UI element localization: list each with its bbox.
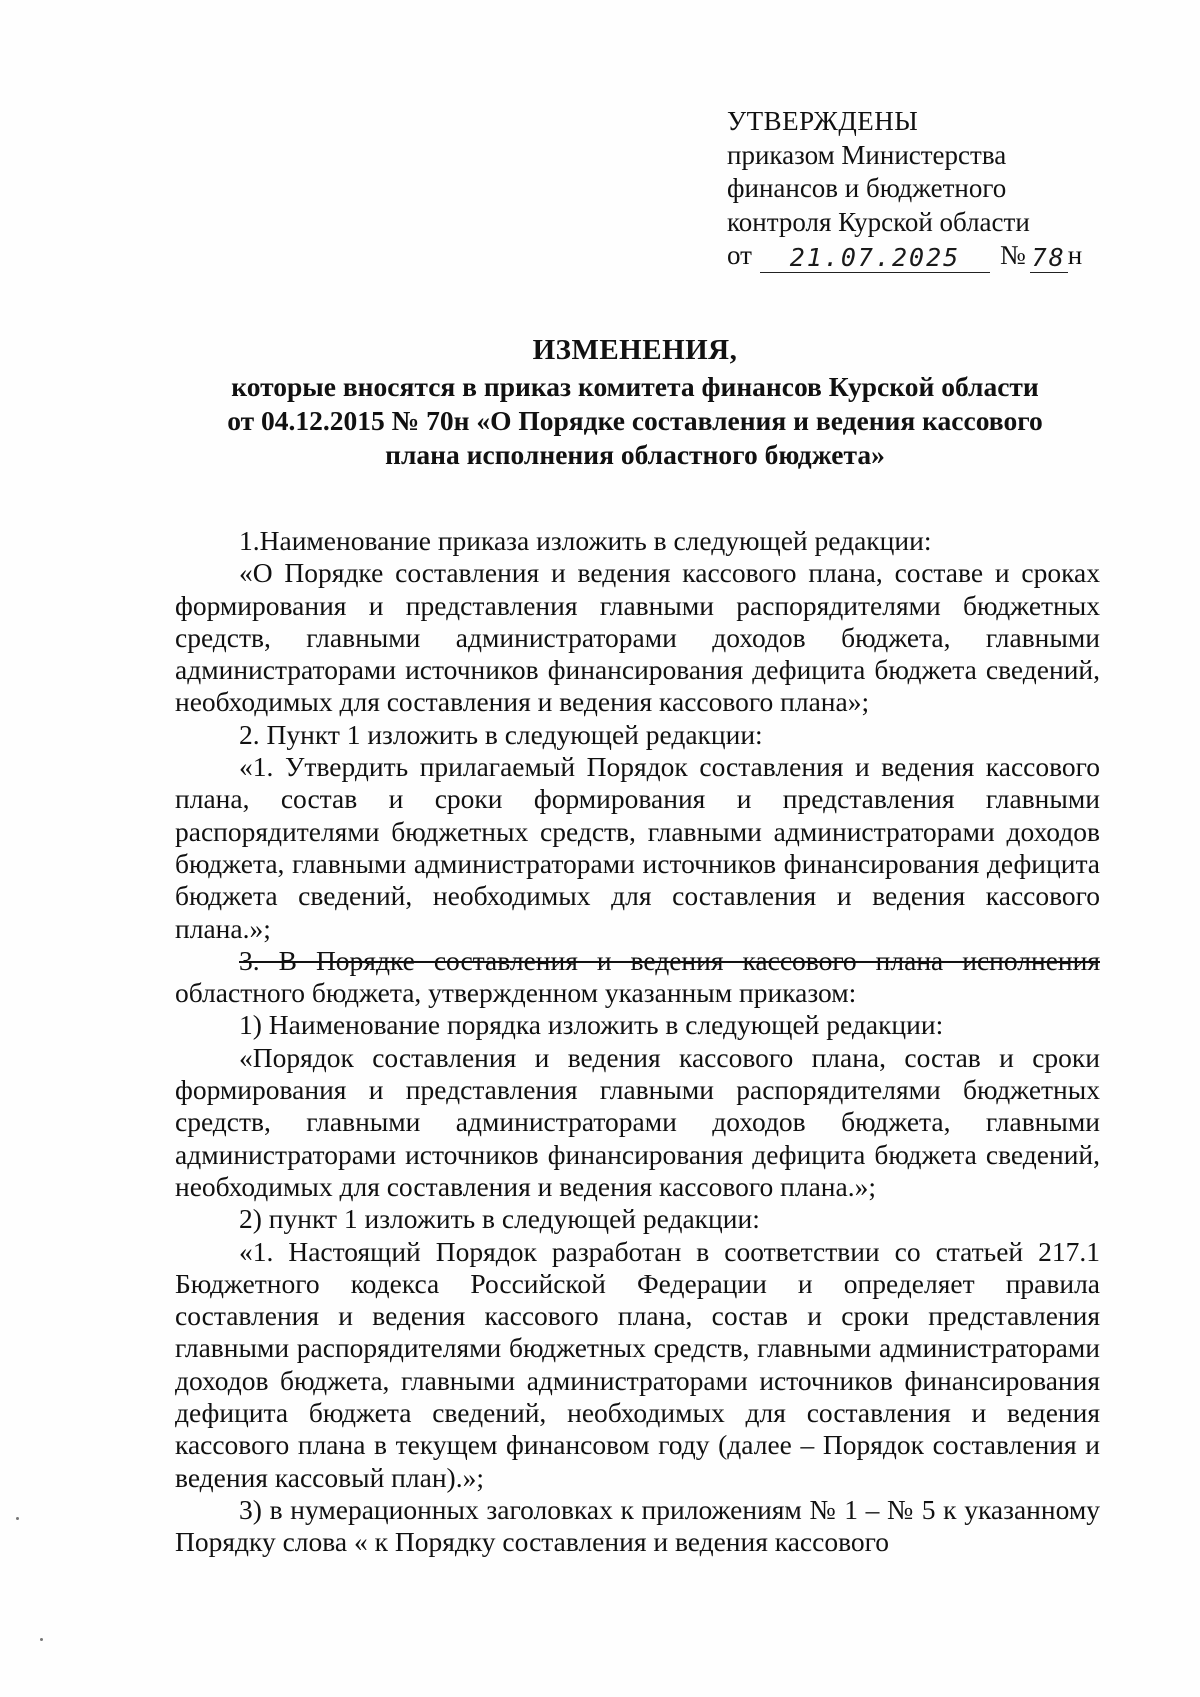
approval-line-1: приказом Министерства [727,139,1007,170]
paragraph-3: 2. Пункт 1 изложить в следующей редакции: [239,718,763,750]
title-main: ИЗМЕНЕНИЯ, [532,334,738,366]
approval-heading: УТВЕРЖДЕНЫ [727,106,919,136]
title-line-3: плана исполнения областного бюджета» [385,439,885,470]
approval-line-3: контроля Курской области [727,206,1030,237]
document-title [150,333,1120,472]
approval-block [727,105,1127,273]
paragraph-5 [175,945,1100,1010]
handwritten-number: 78 [1031,242,1066,272]
document-body [175,525,1100,1559]
handwritten-date: 21.07.2025 [760,244,990,273]
paragraph-7: «Порядок составления и ведения кассового плана, состав и сроки формирования и представления главными распорядителями бюджетных средств, главными администраторами доходов бюджета, главными администраторами источников финансирования дефицита бюджета сведений, необходимых для составления и ведения кассового плана.»; [175,1041,1100,1202]
paragraph-1: 1.Наименование приказа изложить в следующей редакции: [239,525,932,556]
struck-text: 3. В Порядке составления и ведения кассового плана исполнения [239,944,1100,976]
paragraph-9: «1. Настоящий Порядок разработан в соответствии со статьей 217.1 Бюджетного кодекса Российской Федерации и определяет правила составления и ведения кассового плана, состав и сроки представления главными распорядителями бюджетных средств, главными администраторами доходов бюджета, главными администраторами источников финансирования дефицита бюджета сведений, необходимых для составления и ведения кассового плана в текущем финансовом году (далее – Порядок составления и ведения кассовый план).»; [175,1235,1100,1493]
title-line-1: которые вносятся в приказ комитета финансов Курской области [231,371,1039,402]
approval-date-number-row [727,239,1127,273]
scan-speck [40,1638,43,1641]
paragraph-8: 2) пункт 1 изложить в следующей редакции: [239,1203,760,1235]
paragraph-5-rest: областного бюджета, утвержденном указанным приказом: [175,977,857,1009]
number-label: № [999,240,1026,270]
approval-line-2: финансов и бюджетного [727,173,1007,203]
from-label: от [727,240,752,270]
paragraph-4: «1. Утвердить прилагаемый Порядок составления и ведения кассового плана, состав и сроки формирования и представления главными распорядителями бюджетных средств, главными администраторами доходов бюджета, главными администраторами источников финансирования дефицита бюджета сведений, необходимых для составления и ведения кассового плана.»; [175,751,1100,944]
paragraph-2: «О Порядке составления и ведения кассового плана, составе и сроках формирования и представления главными распорядителями бюджетных средств, главными администраторами доходов бюджета, главными администраторами источников финансирования дефицита бюджета сведений, необходимых для составления и ведения кассового плана»; [175,557,1100,718]
scan-speck [16,1517,19,1520]
title-line-2: от 04.12.2015 № 70н «О Порядке составления и ведения кассового [227,405,1043,436]
paragraph-6: 1) Наименование порядка изложить в следующей редакции: [239,1009,944,1041]
number-suffix: н [1067,240,1083,270]
paragraph-10: 3) в нумерационных заголовках к приложениям № 1 – № 5 к указанному Порядку слова « к Порядку составления и ведения кассового [175,1493,1100,1558]
